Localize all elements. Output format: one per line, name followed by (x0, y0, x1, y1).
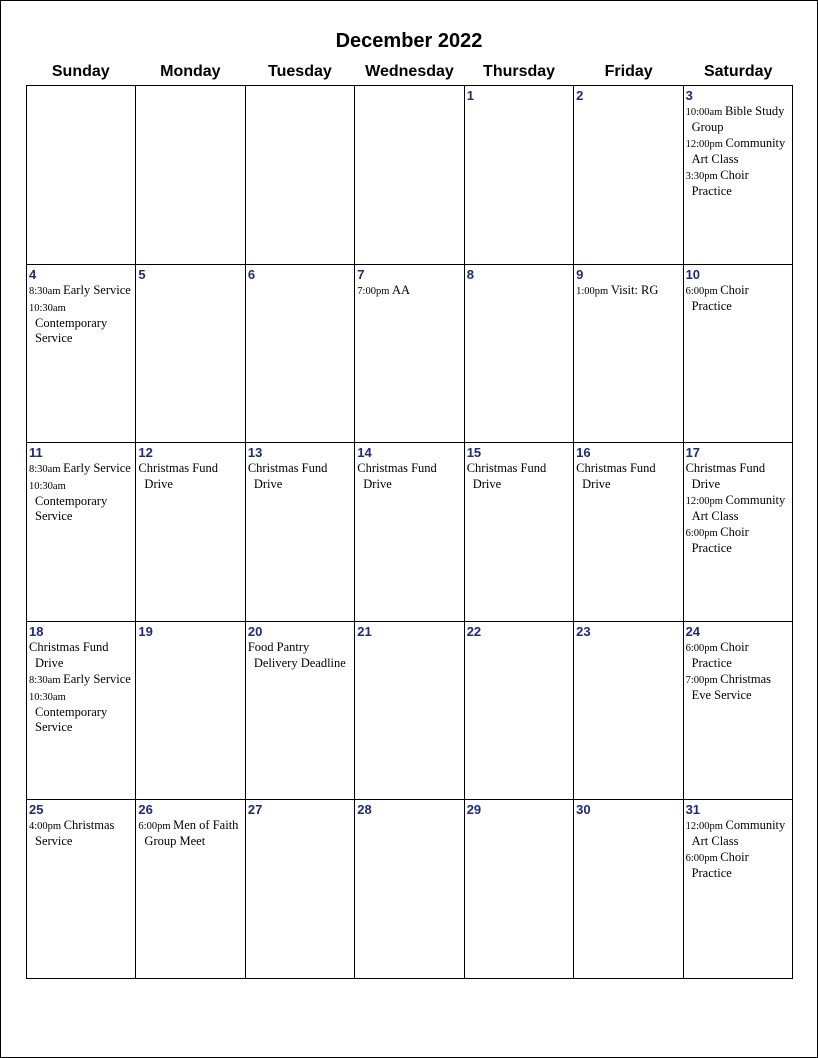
day-number: 31 (685, 802, 701, 818)
day-number: 9 (576, 266, 584, 282)
day-cell[interactable] (574, 265, 683, 444)
weekday-tuesday: Tuesday (268, 63, 332, 80)
calendar-event[interactable] (686, 672, 792, 703)
event-title: Christmas Fund Drive (247, 461, 328, 492)
event-title: Early Service (63, 282, 131, 297)
event-title: Community Art Class (691, 136, 786, 166)
event-title: Christmas Fund Drive (576, 461, 656, 492)
day-cell[interactable] (684, 86, 793, 265)
day-number: 16 (576, 445, 591, 461)
event-time: 8:30am (29, 285, 64, 297)
day-cell[interactable] (574, 622, 683, 801)
event-time: 6:00pm (685, 853, 721, 865)
day-cell[interactable] (684, 265, 793, 444)
event-title: Early Service (63, 461, 131, 476)
day-number: 12 (138, 445, 153, 461)
day-number: 21 (357, 623, 372, 639)
event-title: Christmas Fund Drive (357, 461, 437, 492)
calendar-event[interactable] (686, 136, 792, 167)
day-number: 23 (576, 623, 591, 639)
calendar-event[interactable] (357, 283, 463, 299)
calendar-event[interactable] (138, 818, 244, 849)
day-cell[interactable] (27, 265, 136, 444)
day-cell[interactable] (355, 622, 464, 801)
calendar-event[interactable] (29, 818, 135, 849)
day-cell[interactable] (465, 443, 574, 622)
weekday-sunday: Sunday (51, 63, 110, 80)
event-title: Bible Study Group (691, 104, 785, 134)
day-number: 15 (466, 445, 482, 461)
day-number: 24 (685, 623, 701, 639)
calendar-event[interactable] (576, 461, 682, 492)
event-time: 8:30am (29, 674, 64, 686)
event-time: 12:00pm (685, 496, 726, 508)
calendar-event[interactable] (686, 818, 792, 849)
day-cell[interactable] (136, 86, 245, 265)
event-title: Community Art Class (691, 818, 786, 849)
calendar-event[interactable] (467, 461, 573, 492)
event-title: Contemporary Service (35, 494, 108, 524)
weekday-wednesday: Wednesday (365, 63, 454, 80)
event-title: Christmas Fund Drive (29, 639, 109, 670)
day-number: 17 (685, 445, 701, 461)
event-time: 10:00am (685, 107, 725, 118)
day-cell[interactable] (246, 86, 355, 265)
day-number: 18 (29, 623, 44, 639)
event-title: Choir Practice (691, 282, 749, 313)
event-title: Choir Practice (691, 168, 749, 198)
day-cell[interactable] (465, 800, 574, 979)
day-cell[interactable] (27, 443, 136, 622)
event-title: Christmas Fund Drive (466, 461, 547, 492)
event-time: 12:00pm (685, 139, 726, 150)
day-cell[interactable] (574, 443, 683, 622)
event-time: 3:30pm (685, 171, 721, 182)
day-number: 1 (466, 88, 474, 103)
event-title: Choir Practice (691, 639, 749, 670)
day-cell[interactable] (355, 800, 464, 979)
day-number: 26 (138, 802, 153, 818)
calendar-event[interactable] (686, 525, 792, 556)
calendar-event[interactable] (138, 461, 244, 492)
day-cell[interactable] (246, 800, 355, 979)
event-title: Choir Practice (691, 850, 749, 881)
day-number: 30 (576, 802, 591, 818)
event-time: 10:30am (29, 481, 66, 493)
weekday-header-row (26, 63, 793, 85)
day-number: 14 (357, 445, 372, 461)
event-time: 10:30am (29, 302, 66, 314)
calendar-event[interactable] (29, 478, 135, 524)
day-cell[interactable] (465, 622, 574, 801)
event-title: Men of Faith Group Meet (144, 818, 239, 849)
event-time: 6:00pm (685, 285, 721, 297)
day-cell[interactable] (136, 265, 245, 444)
calendar-event[interactable] (686, 168, 792, 199)
day-cell[interactable] (465, 265, 574, 444)
day-number: 4 (29, 266, 37, 282)
day-number: 20 (247, 623, 263, 639)
day-cell[interactable] (246, 622, 355, 801)
day-cell[interactable] (355, 443, 464, 622)
calendar-event[interactable] (29, 300, 135, 346)
calendar-event[interactable] (248, 640, 354, 671)
day-cell[interactable] (355, 265, 464, 444)
day-cell[interactable] (574, 800, 683, 979)
day-cell[interactable] (27, 86, 136, 265)
event-time: 10:30am (29, 691, 66, 703)
event-title: Early Service (63, 671, 131, 686)
event-time: 7:00pm (685, 674, 721, 686)
calendar-event[interactable] (29, 672, 135, 688)
calendar-event[interactable] (248, 461, 354, 492)
event-title: Community Art Class (691, 493, 786, 524)
calendar-event[interactable] (686, 850, 792, 881)
calendar-event[interactable] (29, 640, 135, 671)
event-title: Contemporary Service (35, 704, 108, 734)
day-cell[interactable] (684, 443, 793, 622)
day-cell[interactable] (27, 622, 136, 801)
day-cell[interactable] (27, 800, 136, 979)
event-time: 7:00pm (357, 285, 392, 297)
day-cell[interactable] (246, 265, 355, 444)
event-time: 1:00pm (576, 285, 611, 297)
calendar-event[interactable] (357, 461, 463, 492)
event-title: Food Pantry Delivery Deadline (247, 639, 346, 670)
weekday-monday: Monday (160, 63, 221, 80)
weekday-thursday: Thursday (483, 63, 556, 80)
day-cell[interactable] (355, 86, 464, 265)
day-cell[interactable] (465, 86, 574, 265)
event-title: Christmas Fund Drive (138, 461, 218, 492)
day-cell[interactable] (136, 622, 245, 801)
calendar-event[interactable] (29, 461, 135, 477)
day-number: 10 (685, 266, 701, 282)
event-title: AA (392, 282, 411, 297)
weekday-friday: Friday (604, 63, 653, 80)
day-number: 2 (576, 88, 584, 103)
event-time: 6:00pm (685, 528, 721, 540)
day-number: 3 (685, 88, 693, 103)
day-number: 13 (247, 445, 263, 461)
event-time: 12:00pm (685, 821, 726, 833)
event-time: 6:00pm (138, 821, 174, 833)
event-title: Contemporary Service (35, 315, 108, 345)
day-cell[interactable] (246, 443, 355, 622)
calendar-event[interactable] (686, 493, 792, 524)
day-cell[interactable] (684, 800, 793, 979)
calendar-event[interactable] (29, 283, 135, 299)
day-number: 7 (357, 266, 365, 282)
day-number: 5 (138, 266, 146, 282)
day-number: 27 (247, 802, 263, 818)
event-title: Christmas Service (35, 818, 115, 849)
event-title: Christmas Eve Service (691, 671, 771, 702)
day-number: 11 (29, 445, 43, 461)
day-number: 25 (29, 802, 44, 818)
event-time: 4:00pm (29, 821, 64, 833)
event-title: Choir Practice (691, 525, 749, 556)
event-title: Christmas Fund Drive (685, 461, 766, 492)
event-time: 6:00pm (685, 642, 721, 654)
day-number: 8 (466, 266, 474, 282)
day-cell[interactable] (136, 800, 245, 979)
day-number: 29 (466, 802, 482, 818)
event-time: 8:30am (29, 464, 64, 476)
event-title: Visit: RG (610, 282, 659, 297)
day-number: 6 (247, 266, 256, 282)
calendar-grid (26, 85, 793, 979)
calendar-event[interactable] (29, 689, 135, 735)
calendar-title: December 2022 (335, 30, 483, 52)
calendar-event[interactable] (686, 640, 792, 671)
calendar-event[interactable] (686, 461, 792, 492)
day-number: 22 (466, 623, 482, 639)
day-number: 19 (138, 623, 153, 639)
day-cell[interactable] (574, 86, 683, 265)
day-number: 28 (357, 802, 372, 818)
day-cell[interactable] (136, 443, 245, 622)
day-cell[interactable] (684, 622, 793, 801)
weekday-saturday: Saturday (703, 63, 773, 80)
calendar-event[interactable] (686, 283, 792, 314)
calendar-event[interactable] (686, 104, 792, 135)
calendar-event[interactable] (576, 283, 682, 299)
